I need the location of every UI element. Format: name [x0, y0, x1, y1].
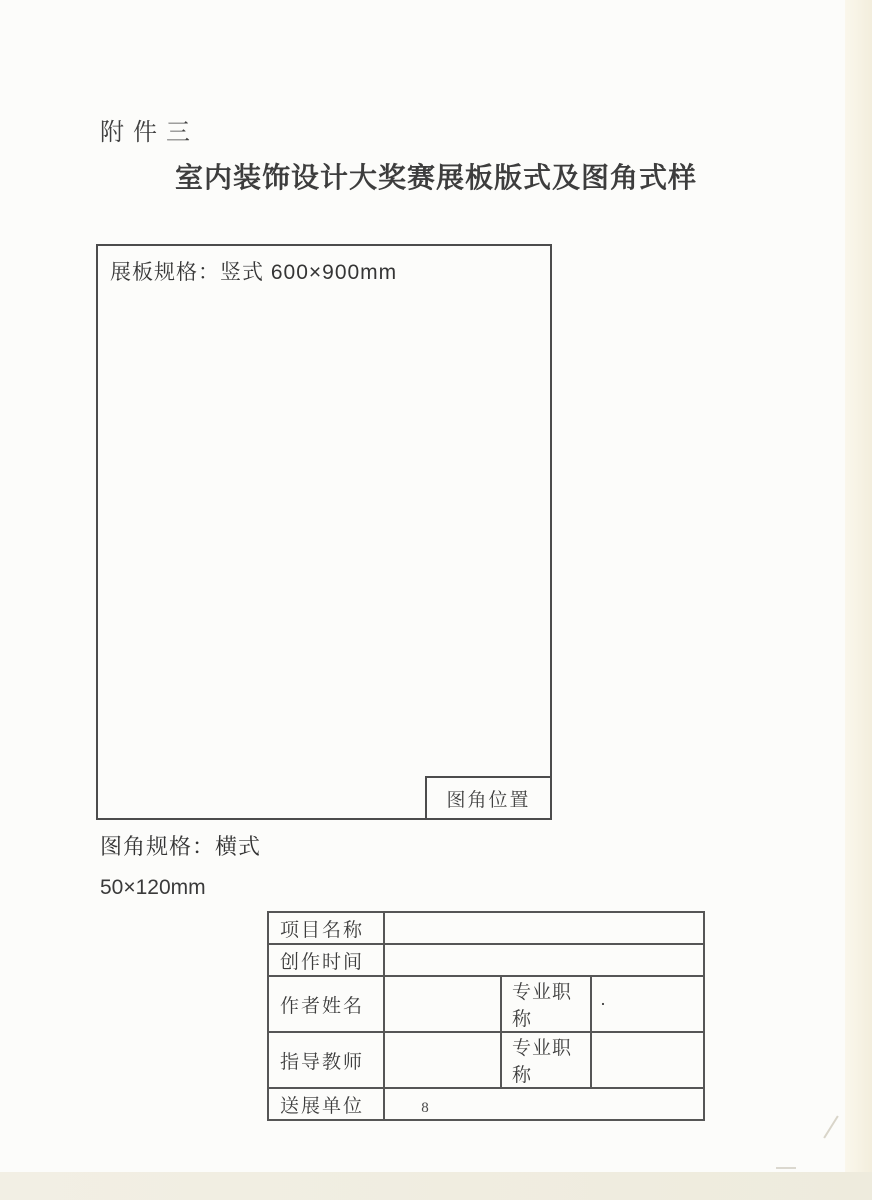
table-cell-label: 专业职称 [501, 976, 591, 1032]
table-cell-label: 专业职称 [501, 1032, 591, 1088]
scan-artifact-dash [776, 1167, 796, 1169]
scan-edge-strip-bottom [0, 1172, 872, 1200]
attachment-label: 附件三 [100, 120, 199, 146]
table-cell-value [384, 976, 501, 1032]
table-cell-value [384, 944, 704, 976]
table-cell-label: 创作时间 [268, 944, 384, 976]
table-cell-value [384, 1032, 501, 1088]
table-cell-label: 指导教师 [268, 1032, 384, 1088]
page-title: 室内装饰设计大奖赛展板版式及图角式样 [174, 162, 697, 193]
scan-artifact-diagonal [823, 1115, 838, 1138]
info-table [267, 911, 705, 1121]
table-row-project-name [268, 912, 704, 944]
table-cell-value [591, 1032, 704, 1088]
table-row-advisor [268, 1032, 704, 1088]
table-cell-label: 项目名称 [268, 912, 384, 944]
corner-size-label: 50×120mm [100, 876, 206, 899]
table-row-creation-time [268, 944, 704, 976]
page-number: 8 [421, 1100, 429, 1116]
table-cell-label: 作者姓名 [268, 976, 384, 1032]
board-outline-box [96, 244, 552, 820]
table-cell-label: 送展单位 [268, 1088, 384, 1120]
corner-position-label: 图角位置 [446, 789, 531, 811]
board-spec-label: 展板规格：竖式 600×900mm [110, 261, 398, 284]
table-row-author-name [268, 976, 704, 1032]
corner-position-box [425, 776, 552, 820]
table-cell-value [384, 912, 704, 944]
corner-spec-label: 图角规格：横式 [100, 834, 262, 859]
table-cell-value: · [591, 976, 704, 1032]
